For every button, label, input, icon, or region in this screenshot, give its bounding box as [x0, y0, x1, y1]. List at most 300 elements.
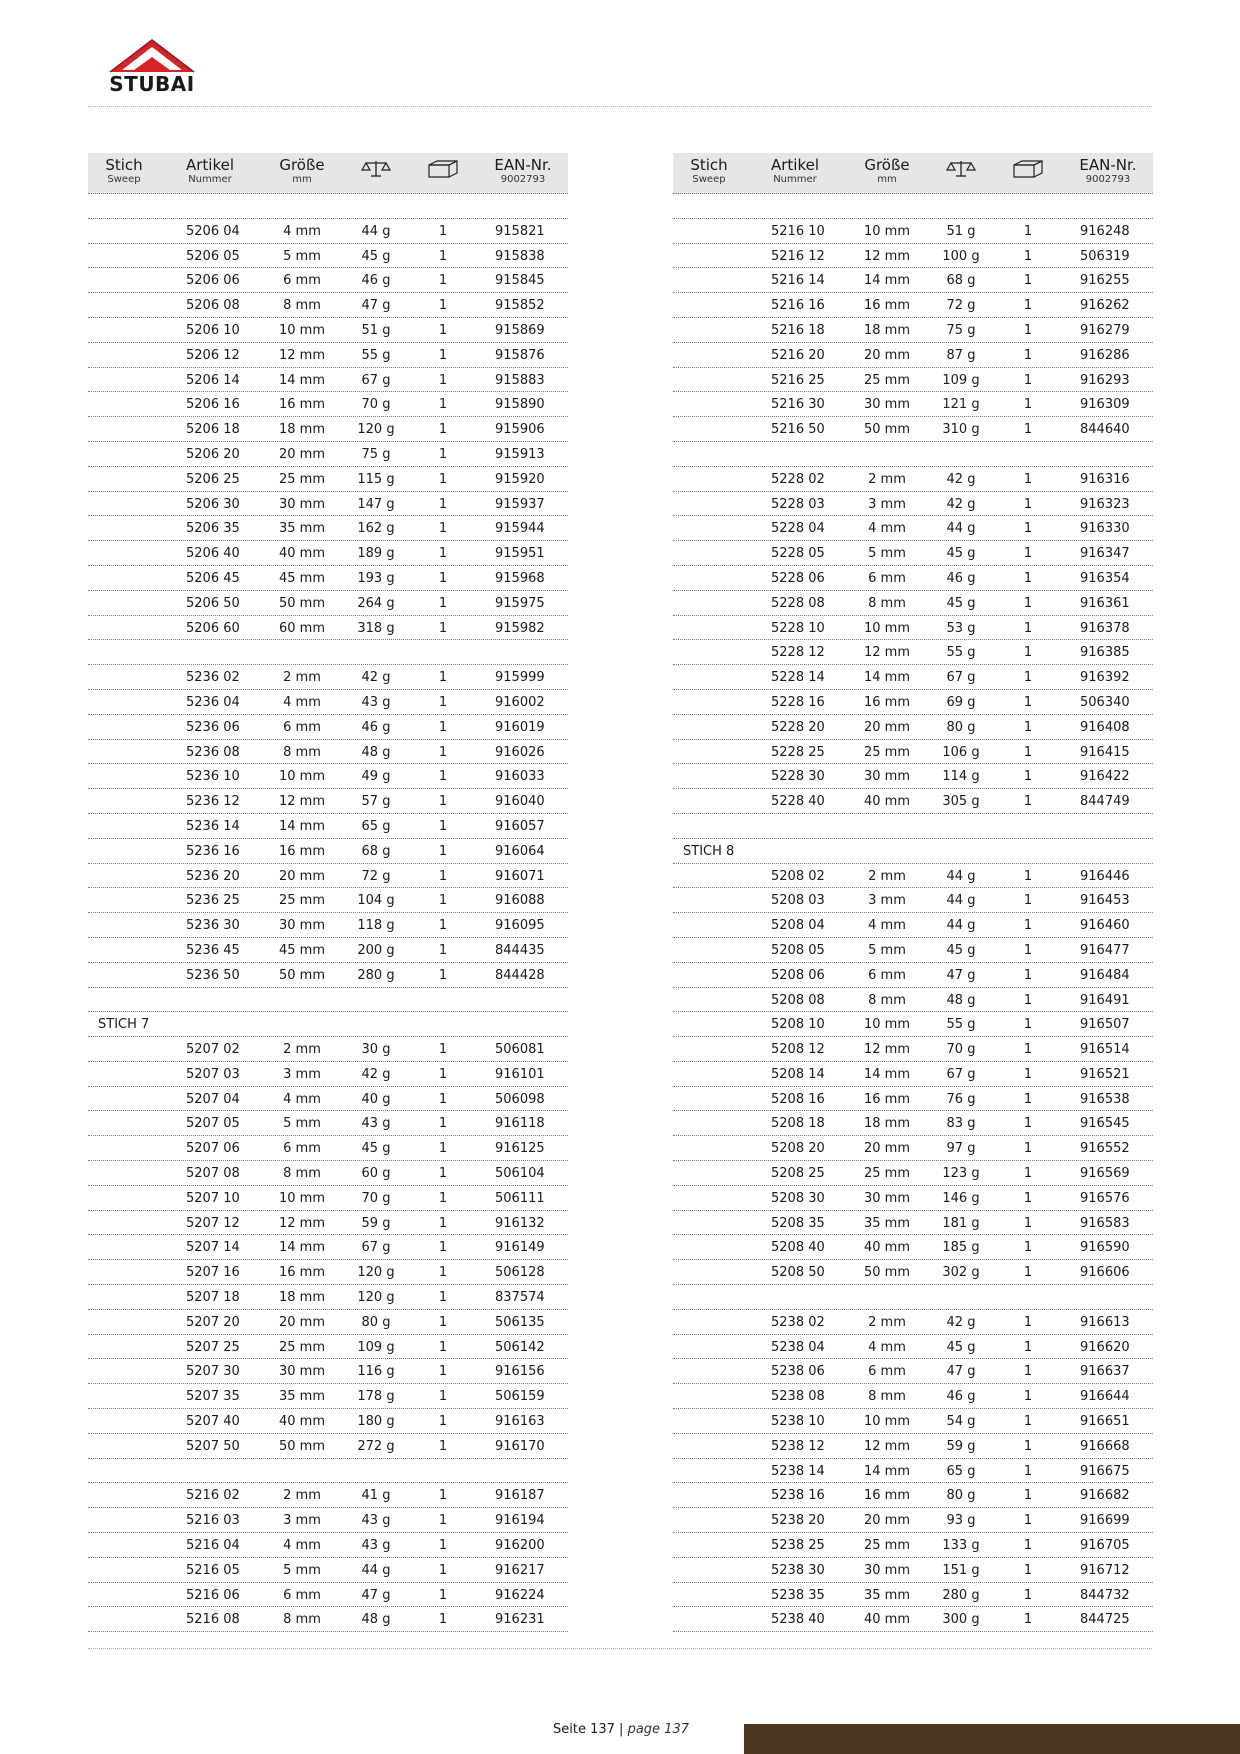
- table-row: [673, 1161, 1153, 1186]
- weight-cell: 300 g: [942, 1612, 980, 1628]
- size-cell: 20 mm: [278, 446, 325, 462]
- scale-icon: [361, 158, 391, 180]
- table-row: [88, 1310, 568, 1335]
- ean-cell: 916569: [1080, 1166, 1130, 1182]
- ean-cell: 916378: [1080, 620, 1130, 636]
- ean-cell: 916545: [1080, 1116, 1130, 1132]
- spacer-row: [673, 442, 1153, 467]
- article-number: 5216 05: [186, 1562, 240, 1578]
- quantity-cell: 1: [1023, 918, 1033, 934]
- quantity-cell: 1: [1023, 1612, 1033, 1628]
- quantity-cell: 1: [438, 248, 448, 264]
- article-number: 5207 25: [186, 1339, 240, 1355]
- article-number: 5216 04: [186, 1538, 240, 1554]
- weight-cell: 65 g: [946, 1463, 976, 1479]
- scale-icon: [946, 158, 976, 180]
- weight-cell: 121 g: [942, 397, 980, 413]
- size-cell: 25 mm: [863, 1166, 910, 1182]
- weight-cell: 49 g: [361, 769, 391, 785]
- weight-cell: 47 g: [946, 1364, 976, 1380]
- weight-cell: 54 g: [946, 1414, 976, 1430]
- table-row: [88, 442, 568, 467]
- table-row: [673, 318, 1153, 343]
- size-cell: 5 mm: [868, 942, 906, 958]
- quantity-cell: 1: [1023, 223, 1033, 239]
- article-number: 5236 12: [186, 794, 240, 810]
- table-row: [673, 888, 1153, 913]
- article-number: 5207 16: [186, 1265, 240, 1281]
- table-row: [673, 764, 1153, 789]
- ean-cell: 916200: [495, 1538, 545, 1554]
- quantity-cell: 1: [1023, 1190, 1033, 1206]
- ean-cell: 916132: [495, 1215, 545, 1231]
- quantity-cell: 1: [438, 893, 448, 909]
- quantity-cell: 1: [438, 744, 448, 760]
- article-number: 5207 35: [186, 1389, 240, 1405]
- table-row: [88, 789, 568, 814]
- table-row: [673, 1558, 1153, 1583]
- size-cell: 25 mm: [278, 1339, 325, 1355]
- ean-cell: 916354: [1080, 570, 1130, 586]
- weight-cell: 280 g: [357, 967, 395, 983]
- table-row: [673, 566, 1153, 591]
- table-row: [88, 1583, 568, 1608]
- header-groesse: Größe mm: [864, 156, 910, 185]
- table-row: [673, 1235, 1153, 1260]
- weight-cell: 264 g: [357, 595, 395, 611]
- quantity-cell: 1: [1023, 471, 1033, 487]
- table-row: [673, 417, 1153, 442]
- ean-cell: 506142: [495, 1339, 545, 1355]
- table-row: [88, 1384, 568, 1409]
- size-cell: 4 mm: [283, 223, 321, 239]
- size-cell: 18 mm: [278, 422, 325, 438]
- size-cell: 10 mm: [863, 620, 910, 636]
- size-cell: 18 mm: [863, 322, 910, 338]
- size-cell: 40 mm: [863, 1240, 910, 1256]
- table-row: [673, 1384, 1153, 1409]
- weight-cell: 42 g: [946, 496, 976, 512]
- ean-cell: 916613: [1080, 1314, 1130, 1330]
- size-cell: 6 mm: [868, 967, 906, 983]
- ean-cell: 916675: [1080, 1463, 1130, 1479]
- weight-cell: 310 g: [942, 422, 980, 438]
- weight-cell: 44 g: [946, 868, 976, 884]
- table-row: [673, 368, 1153, 393]
- quantity-cell: 1: [438, 1166, 448, 1182]
- spacer-row: [673, 1285, 1153, 1310]
- spacer-row: [88, 194, 568, 219]
- weight-cell: 42 g: [361, 670, 391, 686]
- article-number: 5228 40: [771, 794, 825, 810]
- article-number: 5236 10: [186, 769, 240, 785]
- table-row: [88, 293, 568, 318]
- table-row: [673, 938, 1153, 963]
- article-number: 5228 16: [771, 694, 825, 710]
- table-row: [673, 1434, 1153, 1459]
- ean-cell: 915876: [495, 347, 545, 363]
- weight-cell: 318 g: [357, 620, 395, 636]
- size-cell: 14 mm: [863, 670, 910, 686]
- size-cell: 5 mm: [283, 1562, 321, 1578]
- article-number: 5208 18: [771, 1116, 825, 1132]
- table-header: [88, 153, 568, 194]
- table-row: [88, 516, 568, 541]
- article-number: 5238 35: [771, 1587, 825, 1603]
- quantity-cell: 1: [438, 1364, 448, 1380]
- ean-cell: 915951: [495, 546, 545, 562]
- header-package: [993, 158, 1063, 183]
- quantity-cell: 1: [1023, 868, 1033, 884]
- article-number: 5208 12: [771, 1042, 825, 1058]
- size-cell: 25 mm: [863, 1538, 910, 1554]
- quantity-cell: 1: [1023, 1339, 1033, 1355]
- quantity-cell: 1: [1023, 620, 1033, 636]
- table-row: [88, 1607, 568, 1632]
- ean-cell: 916293: [1080, 372, 1130, 388]
- quantity-cell: 1: [438, 1042, 448, 1058]
- table-row: [673, 492, 1153, 517]
- ean-cell: 916637: [1080, 1364, 1130, 1380]
- weight-cell: 280 g: [942, 1587, 980, 1603]
- weight-cell: 45 g: [946, 942, 976, 958]
- table-row: [673, 293, 1153, 318]
- quantity-cell: 1: [1023, 719, 1033, 735]
- ean-cell: 916446: [1080, 868, 1130, 884]
- quantity-cell: 1: [1023, 1538, 1033, 1554]
- size-cell: 8 mm: [868, 595, 906, 611]
- table-row: [88, 814, 568, 839]
- article-number: 5208 16: [771, 1091, 825, 1107]
- weight-cell: 45 g: [946, 546, 976, 562]
- ean-cell: 844749: [1080, 794, 1130, 810]
- size-cell: 30 mm: [278, 1364, 325, 1380]
- size-cell: 2 mm: [283, 1488, 321, 1504]
- size-cell: 3 mm: [868, 496, 906, 512]
- size-cell: 12 mm: [863, 645, 910, 661]
- quantity-cell: 1: [438, 1240, 448, 1256]
- article-number: 5208 50: [771, 1265, 825, 1281]
- weight-cell: 115 g: [357, 471, 395, 487]
- size-cell: 25 mm: [863, 744, 910, 760]
- weight-cell: 43 g: [361, 694, 391, 710]
- table-row: [88, 864, 568, 889]
- size-cell: 3 mm: [868, 893, 906, 909]
- weight-cell: 97 g: [946, 1141, 976, 1157]
- article-number: 5206 10: [186, 322, 240, 338]
- weight-cell: 146 g: [942, 1190, 980, 1206]
- ean-cell: 916231: [495, 1612, 545, 1628]
- weight-cell: 70 g: [361, 1190, 391, 1206]
- table-row: [673, 1607, 1153, 1632]
- quantity-cell: 1: [438, 422, 448, 438]
- quantity-cell: 1: [438, 397, 448, 413]
- ean-cell: 916552: [1080, 1141, 1130, 1157]
- ean-cell: 916163: [495, 1414, 545, 1430]
- ean-cell: 916712: [1080, 1562, 1130, 1578]
- article-number: 5206 30: [186, 496, 240, 512]
- quantity-cell: 1: [438, 1488, 448, 1504]
- ean-cell: 916699: [1080, 1513, 1130, 1529]
- size-cell: 30 mm: [863, 1190, 910, 1206]
- table-row: [673, 219, 1153, 244]
- weight-cell: 55 g: [361, 347, 391, 363]
- article-number: 5206 14: [186, 372, 240, 388]
- table-row: [673, 1483, 1153, 1508]
- table-row: [673, 541, 1153, 566]
- weight-cell: 75 g: [361, 446, 391, 462]
- table-row: [673, 1136, 1153, 1161]
- table-row: [88, 1161, 568, 1186]
- article-number: 5208 02: [771, 868, 825, 884]
- ean-cell: 916538: [1080, 1091, 1130, 1107]
- size-cell: 12 mm: [863, 248, 910, 264]
- article-number: 5207 40: [186, 1414, 240, 1430]
- ean-cell: 916262: [1080, 298, 1130, 314]
- group-label: STICH 8: [683, 843, 735, 859]
- weight-cell: 68 g: [361, 843, 391, 859]
- quantity-cell: 1: [1023, 298, 1033, 314]
- weight-cell: 87 g: [946, 347, 976, 363]
- quantity-cell: 1: [1023, 1488, 1033, 1504]
- table-row: [88, 417, 568, 442]
- article-number: 5216 16: [771, 298, 825, 314]
- article-number: 5216 10: [771, 223, 825, 239]
- article-number: 5238 12: [771, 1438, 825, 1454]
- article-number: 5206 06: [186, 273, 240, 289]
- ean-cell: 915883: [495, 372, 545, 388]
- weight-cell: 47 g: [361, 1587, 391, 1603]
- quantity-cell: 1: [1023, 273, 1033, 289]
- table-row: [88, 764, 568, 789]
- article-number: 5207 05: [186, 1116, 240, 1132]
- table-row: [673, 690, 1153, 715]
- article-number: 5238 25: [771, 1538, 825, 1554]
- table-row: [88, 913, 568, 938]
- quantity-cell: 1: [438, 1190, 448, 1206]
- ean-cell: 915999: [495, 670, 545, 686]
- ean-cell: 844640: [1080, 422, 1130, 438]
- weight-cell: 72 g: [361, 868, 391, 884]
- size-cell: 40 mm: [863, 1612, 910, 1628]
- quantity-cell: 1: [438, 1612, 448, 1628]
- ean-cell: 916279: [1080, 322, 1130, 338]
- weight-cell: 44 g: [946, 521, 976, 537]
- ean-cell: 916002: [495, 694, 545, 710]
- quantity-cell: 1: [1023, 397, 1033, 413]
- page-number-de: Seite 137: [553, 1722, 615, 1737]
- table-row: [673, 467, 1153, 492]
- size-cell: 16 mm: [863, 298, 910, 314]
- article-number: 5216 12: [771, 248, 825, 264]
- quantity-cell: 1: [438, 1339, 448, 1355]
- article-number: 5207 14: [186, 1240, 240, 1256]
- article-number: 5236 02: [186, 670, 240, 686]
- spacer-row: [88, 640, 568, 665]
- weight-cell: 305 g: [942, 794, 980, 810]
- table-row: [88, 591, 568, 616]
- header-ean: EAN-Nr. 9002793: [494, 156, 552, 185]
- article-number: 5206 50: [186, 595, 240, 611]
- group-label-row: [88, 1012, 568, 1037]
- article-number: 5208 06: [771, 967, 825, 983]
- table-row: [88, 1260, 568, 1285]
- quantity-cell: 1: [1023, 1091, 1033, 1107]
- weight-cell: 109 g: [942, 372, 980, 388]
- quantity-cell: 1: [438, 1513, 448, 1529]
- size-cell: 50 mm: [278, 967, 325, 983]
- weight-cell: 53 g: [946, 620, 976, 636]
- weight-cell: 42 g: [361, 1066, 391, 1082]
- ean-cell: 916583: [1080, 1215, 1130, 1231]
- quantity-cell: 1: [1023, 794, 1033, 810]
- quantity-cell: 1: [1023, 1141, 1033, 1157]
- article-number: 5236 06: [186, 719, 240, 735]
- quantity-cell: 1: [1023, 372, 1033, 388]
- size-cell: 10 mm: [863, 1414, 910, 1430]
- size-cell: 6 mm: [283, 273, 321, 289]
- size-cell: 12 mm: [863, 1438, 910, 1454]
- quantity-cell: 1: [1023, 1066, 1033, 1082]
- size-cell: 50 mm: [863, 422, 910, 438]
- size-cell: 4 mm: [283, 1091, 321, 1107]
- article-number: 5207 18: [186, 1290, 240, 1306]
- article-number: 5208 40: [771, 1240, 825, 1256]
- size-cell: 16 mm: [863, 694, 910, 710]
- ean-cell: 506098: [495, 1091, 545, 1107]
- table-row: [88, 1186, 568, 1211]
- weight-cell: 55 g: [946, 645, 976, 661]
- size-cell: 4 mm: [868, 521, 906, 537]
- quantity-cell: 1: [438, 471, 448, 487]
- header-artikel: Artikel Nummer: [770, 156, 820, 185]
- size-cell: 35 mm: [278, 521, 325, 537]
- size-cell: 10 mm: [278, 322, 325, 338]
- size-cell: 10 mm: [863, 223, 910, 239]
- article-number: 5207 06: [186, 1141, 240, 1157]
- ean-cell: 916170: [495, 1438, 545, 1454]
- ean-cell: 916248: [1080, 223, 1130, 239]
- table-row: [88, 492, 568, 517]
- header-weight: [929, 158, 993, 183]
- size-cell: 5 mm: [283, 1116, 321, 1132]
- article-number: 5238 10: [771, 1414, 825, 1430]
- table-row: [673, 1583, 1153, 1608]
- ean-cell: 506128: [495, 1265, 545, 1281]
- article-number: 5216 14: [771, 273, 825, 289]
- ean-cell: 916408: [1080, 719, 1130, 735]
- table-row: [88, 1533, 568, 1558]
- ean-cell: 916385: [1080, 645, 1130, 661]
- quantity-cell: 1: [1023, 496, 1033, 512]
- table-row: [673, 1409, 1153, 1434]
- table-row: [88, 1062, 568, 1087]
- article-number: 5206 12: [186, 347, 240, 363]
- article-number: 5207 02: [186, 1042, 240, 1058]
- quantity-cell: 1: [438, 1389, 448, 1405]
- article-number: 5236 16: [186, 843, 240, 859]
- quantity-cell: 1: [438, 322, 448, 338]
- ean-cell: 844725: [1080, 1612, 1130, 1628]
- weight-cell: 193 g: [357, 570, 395, 586]
- weight-cell: 185 g: [942, 1240, 980, 1256]
- article-number: 5206 04: [186, 223, 240, 239]
- weight-cell: 45 g: [946, 1339, 976, 1355]
- table-row: [673, 789, 1153, 814]
- ean-cell: 506340: [1080, 694, 1130, 710]
- quantity-cell: 1: [438, 1587, 448, 1603]
- quantity-cell: 1: [438, 273, 448, 289]
- quantity-cell: 1: [1023, 1463, 1033, 1479]
- article-number: 5208 35: [771, 1215, 825, 1231]
- article-number: 5206 60: [186, 620, 240, 636]
- table-row: [88, 938, 568, 963]
- article-number: 5206 40: [186, 546, 240, 562]
- header-weight: [344, 158, 408, 183]
- weight-cell: 100 g: [942, 248, 980, 264]
- quantity-cell: 1: [438, 570, 448, 586]
- ean-cell: 915838: [495, 248, 545, 264]
- weight-cell: 46 g: [361, 273, 391, 289]
- quantity-cell: 1: [1023, 1389, 1033, 1405]
- size-cell: 18 mm: [278, 1290, 325, 1306]
- article-number: 5228 12: [771, 645, 825, 661]
- table-row: [673, 616, 1153, 641]
- weight-cell: 51 g: [946, 223, 976, 239]
- weight-cell: 47 g: [361, 298, 391, 314]
- weight-cell: 70 g: [946, 1042, 976, 1058]
- quantity-cell: 1: [438, 1141, 448, 1157]
- quantity-cell: 1: [438, 446, 448, 462]
- size-cell: 45 mm: [278, 942, 325, 958]
- ean-cell: 916095: [495, 918, 545, 934]
- header-groesse: Größe mm: [279, 156, 325, 185]
- article-number: 5208 10: [771, 1017, 825, 1033]
- ean-cell: 916033: [495, 769, 545, 785]
- quantity-cell: 1: [1023, 248, 1033, 264]
- ean-cell: 915913: [495, 446, 545, 462]
- article-number: 5207 08: [186, 1166, 240, 1182]
- ean-cell: 506111: [495, 1190, 545, 1206]
- size-cell: 50 mm: [278, 1438, 325, 1454]
- table-body: [88, 194, 568, 1632]
- size-cell: 6 mm: [868, 570, 906, 586]
- weight-cell: 83 g: [946, 1116, 976, 1132]
- ean-cell: 916415: [1080, 744, 1130, 760]
- weight-cell: 57 g: [361, 794, 391, 810]
- quantity-cell: 1: [1023, 1587, 1033, 1603]
- article-number: 5216 03: [186, 1513, 240, 1529]
- weight-cell: 47 g: [946, 967, 976, 983]
- table-row: [88, 1285, 568, 1310]
- quantity-cell: 1: [1023, 1562, 1033, 1578]
- group-label-row: [673, 839, 1153, 864]
- weight-cell: 120 g: [357, 1290, 395, 1306]
- article-number: 5238 08: [771, 1389, 825, 1405]
- quantity-cell: 1: [438, 223, 448, 239]
- article-number: 5236 25: [186, 893, 240, 909]
- spacer-row: [88, 988, 568, 1013]
- weight-cell: 45 g: [946, 595, 976, 611]
- size-cell: 20 mm: [863, 719, 910, 735]
- ean-cell: 916088: [495, 893, 545, 909]
- spacer-row: [673, 814, 1153, 839]
- article-number: 5228 05: [771, 546, 825, 562]
- table-row: [88, 1111, 568, 1136]
- weight-cell: 60 g: [361, 1166, 391, 1182]
- weight-cell: 118 g: [357, 918, 395, 934]
- weight-cell: 151 g: [942, 1562, 980, 1578]
